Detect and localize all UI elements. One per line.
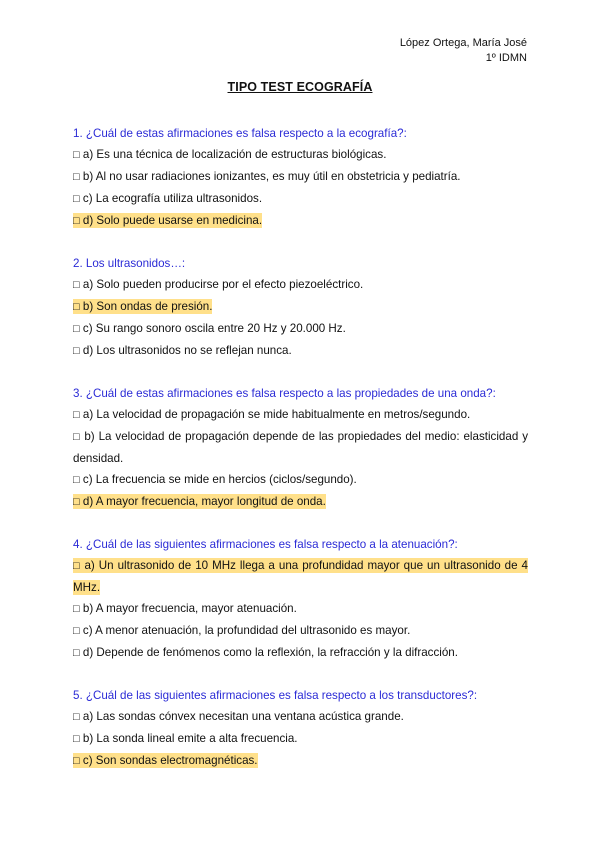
- checkbox-icon: □: [73, 711, 80, 723]
- checkbox-icon: □: [73, 301, 80, 313]
- option-content: [73, 710, 404, 723]
- option-text: b) Al no usar radiaciones ionizantes, es muy útil en obstetricia y pediatría.: [82, 170, 461, 183]
- option-text: a) Es una técnica de localización de estructuras biológicas.: [82, 148, 387, 161]
- answer-option: [73, 144, 528, 166]
- option-text: b) La sonda lineal emite a alta frecuencia.: [82, 732, 298, 745]
- checkbox-icon: □: [73, 215, 80, 227]
- answer-option-correct: [73, 210, 528, 232]
- option-text: a) La velocidad de propagación se mide habitualmente en metros/segundo.: [82, 408, 471, 421]
- question-list: [73, 123, 528, 793]
- checkbox-icon: □: [73, 647, 80, 659]
- option-text: c) Son sondas electromagnéticas.: [82, 754, 258, 767]
- option-content: [73, 473, 357, 486]
- page-title: TIPO TEST ECOGRAFÍA: [227, 80, 373, 94]
- answer-option: [73, 340, 528, 362]
- author-name: López Ortega, María José: [399, 37, 527, 49]
- checkbox-icon: □: [73, 345, 80, 357]
- checkbox-icon: □: [73, 603, 80, 615]
- answer-option-correct: [73, 491, 528, 513]
- question-text: 5. ¿Cuál de las siguientes afirmaciones es falsa respecto a los transductores?:: [73, 689, 478, 702]
- question-text: 2. Los ultrasonidos…:: [73, 257, 186, 270]
- answer-option: [73, 642, 528, 664]
- answer-option: [73, 620, 528, 642]
- option-text: b) Son ondas de presión.: [82, 300, 213, 313]
- option-text: a) Solo pueden producirse por el efecto piezoeléctrico.: [82, 278, 364, 291]
- option-text: d) Depende de fenómenos como la reflexión, la refracción y la difracción.: [82, 646, 458, 659]
- option-content: [73, 430, 528, 465]
- question-block: [73, 253, 528, 362]
- answer-option: [73, 274, 528, 296]
- answer-option-correct: [73, 555, 528, 598]
- question-block: [73, 383, 528, 513]
- checkbox-icon: □: [73, 733, 80, 745]
- checkbox-icon: □: [73, 323, 80, 335]
- checkbox-icon: □: [73, 279, 80, 291]
- answer-option: [73, 404, 528, 426]
- option-content: [73, 322, 346, 335]
- checkbox-icon: □: [73, 431, 81, 443]
- option-text: b) A mayor frecuencia, mayor atenuación.: [82, 602, 297, 615]
- option-text: d) Solo puede usarse en medicina.: [82, 214, 263, 227]
- option-text: c) La frecuencia se mide en hercios (ciclos/segundo).: [82, 473, 357, 486]
- checkbox-icon: □: [73, 755, 80, 767]
- answer-option: [73, 598, 528, 620]
- checkbox-icon: □: [73, 560, 81, 572]
- option-content: [73, 299, 212, 314]
- checkbox-icon: □: [73, 496, 80, 508]
- option-content: [73, 732, 298, 745]
- option-content: [73, 192, 262, 205]
- question-block: [73, 534, 528, 664]
- option-content: [73, 408, 470, 421]
- question-block: [73, 685, 528, 772]
- option-text: b) La velocidad de propagación depende de las propiedades del medio: elasticidad y densidad.: [73, 430, 528, 465]
- option-text: a) Las sondas cónvex necesitan una ventana acústica grande.: [82, 710, 404, 723]
- option-content: [73, 278, 363, 291]
- checkbox-icon: □: [73, 409, 80, 421]
- answer-option: [73, 469, 528, 491]
- answer-option-correct: [73, 750, 528, 772]
- question-block: [73, 123, 528, 232]
- checkbox-icon: □: [73, 149, 80, 161]
- answer-option: [73, 188, 528, 210]
- question-text: 4. ¿Cuál de las siguientes afirmaciones es falsa respecto a la atenuación?:: [73, 538, 458, 551]
- answer-option-correct: [73, 296, 528, 318]
- option-content: [73, 646, 458, 659]
- checkbox-icon: □: [73, 193, 80, 205]
- checkbox-icon: □: [73, 171, 80, 183]
- course-label: 1º IDMN: [485, 52, 527, 64]
- option-content: [73, 558, 528, 595]
- option-text: d) A mayor frecuencia, mayor longitud de onda.: [82, 495, 326, 508]
- option-content: [73, 148, 386, 161]
- answer-option: [73, 426, 528, 469]
- option-content: [73, 494, 326, 509]
- header: [400, 36, 527, 66]
- option-text: c) La ecografía utiliza ultrasonidos.: [82, 192, 263, 205]
- option-text: c) A menor atenuación, la profundidad del ultrasonido es mayor.: [82, 624, 411, 637]
- option-content: [73, 624, 410, 637]
- checkbox-icon: □: [73, 625, 80, 637]
- checkbox-icon: □: [73, 474, 80, 486]
- question-text: 3. ¿Cuál de estas afirmaciones es falsa respecto a las propiedades de una onda?:: [73, 387, 496, 400]
- option-content: [73, 213, 262, 228]
- answer-option: [73, 166, 528, 188]
- question-text: 1. ¿Cuál de estas afirmaciones es falsa respecto a la ecografía?:: [73, 127, 407, 140]
- option-content: [73, 753, 258, 768]
- option-text: d) Los ultrasonidos no se reflejan nunca.: [82, 344, 292, 357]
- option-text: a) Un ultrasonido de 10 MHz llega a una profundidad mayor que un ultrasonido de 4 MHz.: [73, 559, 528, 594]
- answer-option: [73, 706, 528, 728]
- option-content: [73, 344, 292, 357]
- answer-option: [73, 728, 528, 750]
- option-text: c) Su rango sonoro oscila entre 20 Hz y 20.000 Hz.: [82, 322, 346, 335]
- option-content: [73, 170, 461, 183]
- answer-option: [73, 318, 528, 340]
- option-content: [73, 602, 297, 615]
